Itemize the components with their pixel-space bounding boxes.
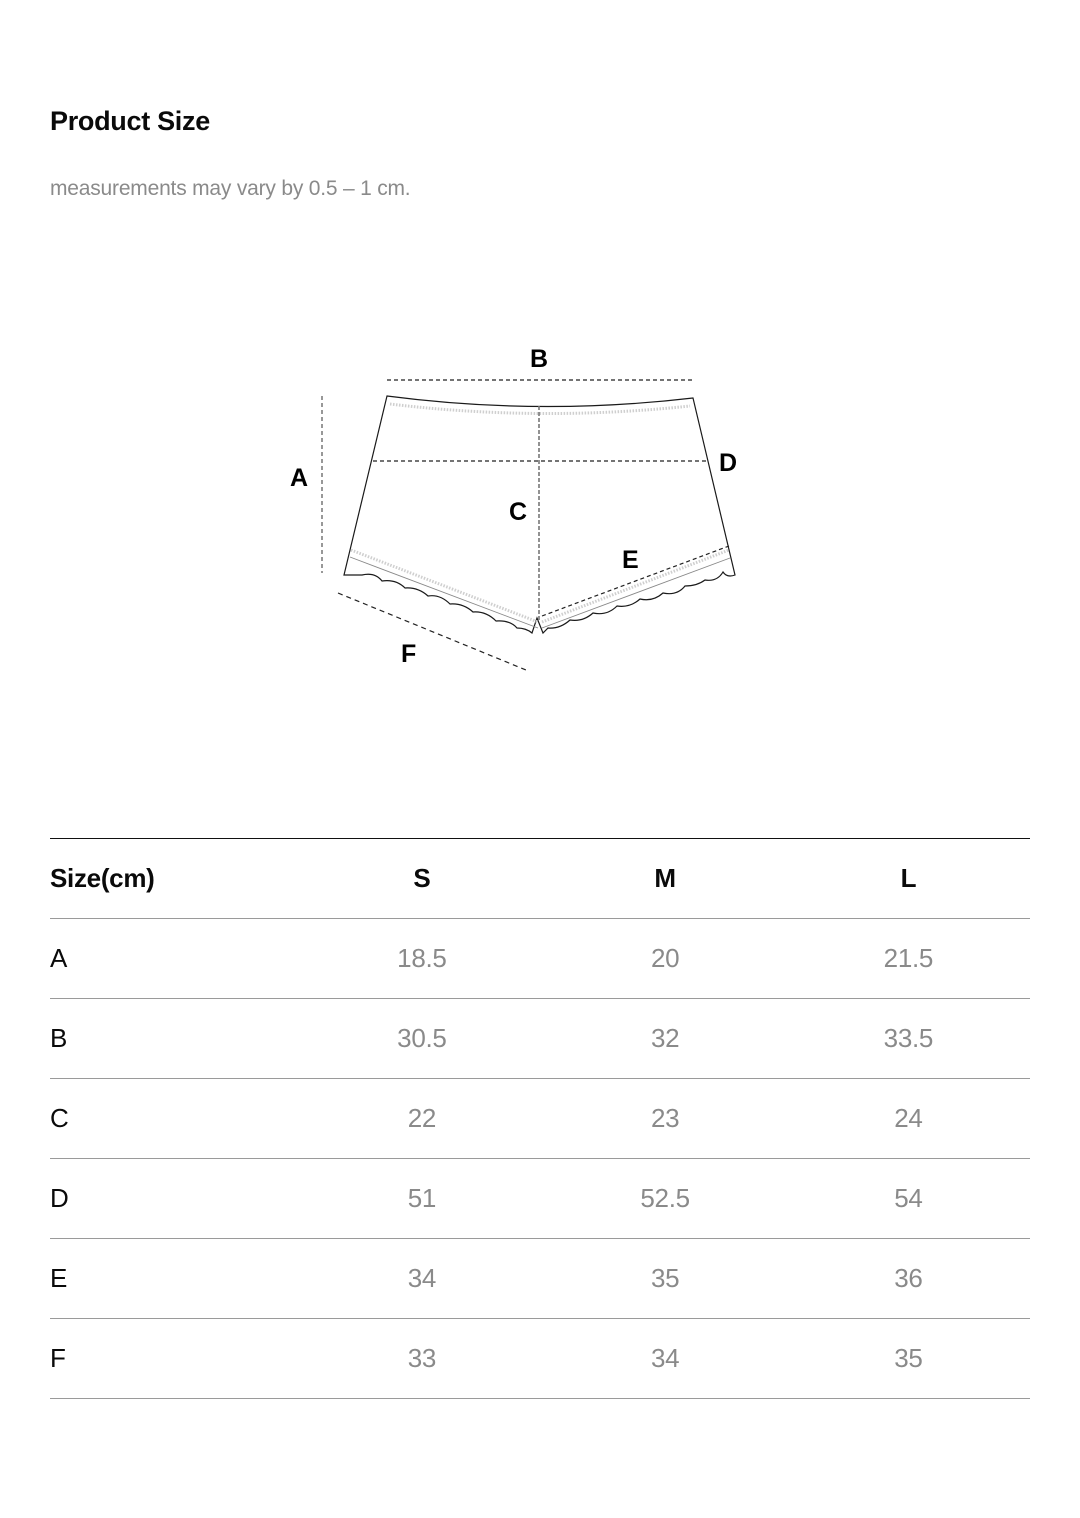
header-size-s: S <box>413 863 431 893</box>
label-c: C <box>509 498 528 526</box>
cell-f-l: 35 <box>894 1343 923 1373</box>
shorts-measurement-diagram <box>280 330 760 690</box>
cell-e-m: 35 <box>650 1263 680 1293</box>
row-label-e: E <box>50 1263 68 1293</box>
table-row <box>50 1319 1030 1399</box>
shorts-illustration <box>280 330 760 690</box>
cell-e-s: 34 <box>407 1263 437 1293</box>
cell-c-s: 22 <box>407 1103 437 1133</box>
cell-a-l: 21.5 <box>883 943 934 973</box>
cell-c-l: 24 <box>894 1103 923 1133</box>
cell-d-s: 51 <box>407 1183 437 1213</box>
table-row <box>50 1079 1030 1159</box>
row-label-f: F <box>50 1343 66 1373</box>
cell-d-l: 54 <box>894 1183 923 1213</box>
cell-f-m: 34 <box>650 1343 680 1373</box>
cell-c-m: 23 <box>650 1103 680 1133</box>
table-row <box>50 1159 1030 1239</box>
header-size-m: M <box>654 863 676 893</box>
row-label-d: D <box>50 1183 69 1213</box>
row-label-a: A <box>50 943 68 973</box>
cell-d-m: 52.5 <box>640 1183 690 1213</box>
label-b: B <box>530 345 549 373</box>
row-label-c: C <box>50 1103 69 1133</box>
row-label-b: B <box>50 1023 68 1053</box>
header-size-cm: Size(cm) <box>50 863 155 893</box>
cell-b-m: 32 <box>650 1023 680 1053</box>
table-row <box>50 919 1030 999</box>
page-title: Product Size <box>50 106 210 136</box>
table-row <box>50 1239 1030 1319</box>
cell-f-s: 33 <box>407 1343 437 1373</box>
label-a: A <box>290 464 309 492</box>
header-size-l: L <box>900 863 917 893</box>
table-header-row <box>50 839 1030 919</box>
size-chart-table <box>50 838 1030 1399</box>
cell-a-s: 18.5 <box>397 943 447 973</box>
label-f: F <box>401 640 417 668</box>
cell-b-s: 30.5 <box>397 1023 447 1053</box>
table-row <box>50 999 1030 1079</box>
label-d: D <box>719 449 738 477</box>
cell-b-l: 33.5 <box>883 1023 934 1053</box>
label-e: E <box>622 546 639 574</box>
cell-e-l: 36 <box>894 1263 923 1293</box>
measurement-note: measurements may vary by 0.5 – 1 cm. <box>50 177 411 200</box>
cell-a-m: 20 <box>650 943 680 973</box>
